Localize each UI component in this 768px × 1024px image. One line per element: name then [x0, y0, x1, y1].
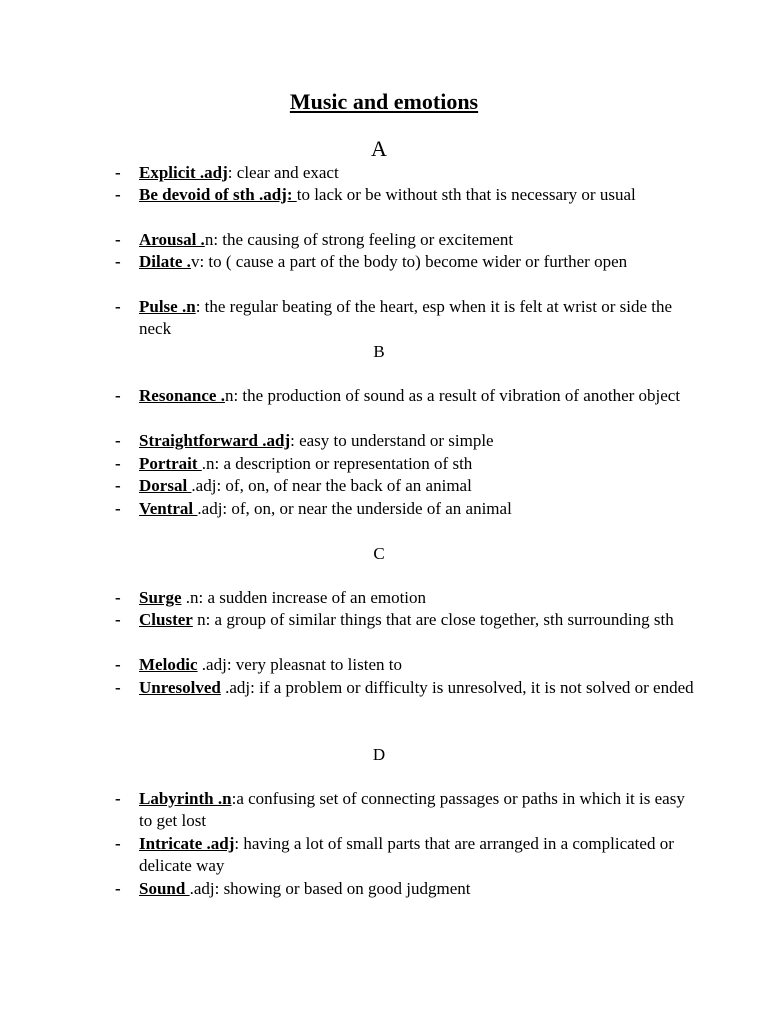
- entry-term: Explicit .adj: [139, 163, 228, 182]
- entry-pulse: [115, 296, 699, 341]
- entry-unresolved: [115, 677, 699, 699]
- entry-arousal: [115, 229, 699, 251]
- list-dash: -: [115, 163, 121, 182]
- entry-sound: [115, 878, 699, 900]
- list-dash: -: [115, 834, 121, 853]
- entry-be-devoid: [115, 184, 699, 206]
- list-dash: -: [115, 678, 121, 697]
- section-letter-c: C: [373, 544, 385, 563]
- entry-definition: .adj: of, on, of near the back of an animal: [191, 476, 472, 495]
- section-letter-a: A: [371, 136, 387, 161]
- entry-definition: n: a group of similar things that are close together, sth surrounding sth: [192, 610, 674, 629]
- entry-term: Dilate .: [139, 252, 191, 271]
- entry-term: Ventral: [139, 499, 198, 518]
- entry-surge: [115, 587, 699, 609]
- list-dash: -: [115, 476, 121, 495]
- list-dash: -: [115, 655, 121, 674]
- entry-term: Pulse .n: [139, 297, 196, 316]
- entry-term: Melodic: [139, 655, 198, 674]
- entry-definition: .adj: of, on, or near the underside of an animal: [197, 499, 512, 518]
- page-title-text: Music and emotions: [289, 89, 479, 114]
- list-dash: -: [115, 610, 121, 629]
- entry-term: Unresolved: [139, 678, 221, 697]
- entry-term: Sound: [139, 879, 190, 898]
- entry-dorsal: [115, 475, 699, 497]
- section-letter-b: B: [373, 342, 385, 361]
- list-dash: -: [115, 386, 121, 405]
- entry-resonance: [115, 385, 699, 407]
- entry-definition: :a confusing set of connecting passages or paths in which it is easy to get lost: [139, 789, 685, 831]
- entry-definition: .adj: showing or based on good judgment: [189, 879, 471, 898]
- list-dash: -: [115, 252, 121, 271]
- entry-term: Portrait: [139, 454, 202, 473]
- entry-dilate: [115, 251, 699, 273]
- entry-definition: v: to ( cause a part of the body to) become wider or further open: [190, 252, 628, 271]
- entry-term: Surge: [139, 588, 182, 607]
- list-dash: -: [115, 297, 121, 316]
- list-dash: -: [115, 789, 121, 808]
- entry-explicit: [115, 162, 699, 184]
- entry-labyrinth: [115, 788, 699, 833]
- page-title: [0, 88, 768, 116]
- entry-definition: n: the production of sound as a result of vibration of another object: [224, 386, 681, 405]
- list-dash: -: [115, 230, 121, 249]
- entry-definition: .n: a sudden increase of an emotion: [181, 588, 427, 607]
- entry-term: Dorsal: [139, 476, 192, 495]
- entry-intricate: [115, 833, 699, 878]
- entry-ventral: [115, 498, 699, 520]
- section-letter-d: D: [372, 745, 386, 764]
- list-dash: -: [115, 879, 121, 898]
- entry-term: Resonance .: [139, 386, 225, 405]
- entry-definition: : the regular beating of the heart, esp when it is felt at wrist or side the neck: [139, 297, 673, 339]
- entry-definition: : having a lot of small parts that are arranged in a complicated or delicate way: [139, 834, 674, 876]
- entry-definition: .adj: if a problem or difficulty is unresolved, it is not solved or ended: [220, 678, 694, 697]
- entry-definition: n: the causing of strong feeling or excitement: [204, 230, 514, 249]
- list-dash: -: [115, 185, 121, 204]
- entry-cluster: [115, 609, 699, 631]
- entry-term: Labyrinth .n: [139, 789, 232, 808]
- entry-portrait: [115, 453, 699, 475]
- entry-melodic: [115, 654, 699, 676]
- entry-definition: : clear and exact: [227, 163, 339, 182]
- entry-term: Straightforward .adj: [139, 431, 291, 450]
- entry-term: Be devoid of sth .adj:: [139, 185, 297, 204]
- entry-term: Cluster: [139, 610, 193, 629]
- entry-definition: .adj: very pleasnat to listen to: [197, 655, 402, 674]
- entry-definition: to lack or be without sth that is necessary or usual: [296, 185, 636, 204]
- entry-definition: .n: a description or representation of sth: [201, 454, 473, 473]
- list-dash: -: [115, 499, 121, 518]
- entry-term: Intricate .adj: [139, 834, 235, 853]
- entry-straightforward: [115, 430, 699, 452]
- list-dash: -: [115, 431, 121, 450]
- entry-definition: : easy to understand or simple: [290, 431, 494, 450]
- list-dash: -: [115, 588, 121, 607]
- list-dash: -: [115, 454, 121, 473]
- entry-term: Arousal .: [139, 230, 205, 249]
